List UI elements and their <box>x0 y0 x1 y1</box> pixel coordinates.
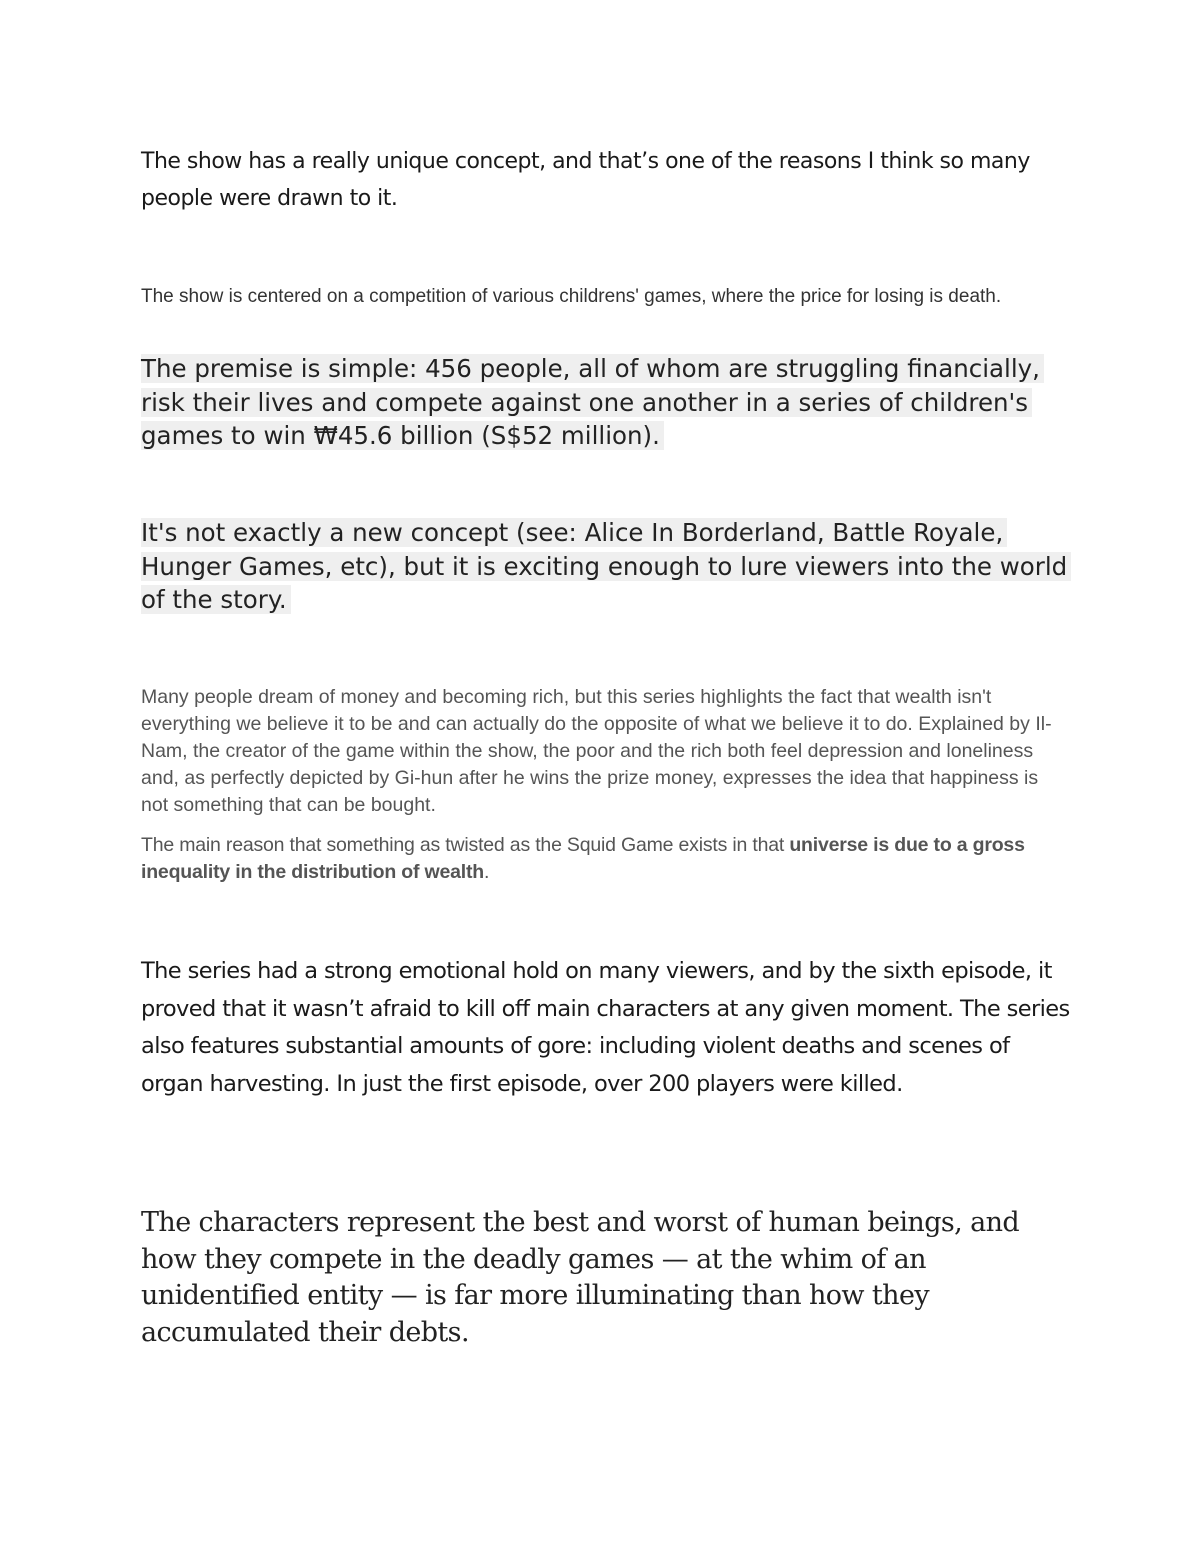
main-reason-lead-text: The main reason that something as twisted as the Squid Game exists in that <box>141 834 790 856</box>
paragraph-characters: The characters represent the best and worst of human beings, and how they compete in the deadly games — at the whim of an unidentified entity — is far more illuminating than how they accumulated their debts. <box>141 1207 1020 1348</box>
paragraph-competition: The show is centered on a competition of various childrens' games, where the price for losing is death. <box>141 286 1002 307</box>
highlighted-premise-text: The premise is simple: 456 people, all of whom are struggling financially, risk their lives and compete against one another in a series of children's games to win ₩45.6 billion (S$52 million). <box>141 354 1044 450</box>
paragraph-premise <box>141 352 1071 453</box>
paragraph-unique-concept: The show has a really unique concept, and that’s one of the reasons I think so many people were drawn to it. <box>141 149 1030 211</box>
paragraph-main-reason <box>141 832 1066 885</box>
paragraph-not-new-concept <box>141 516 1071 617</box>
paragraph-emotional-hold: The series had a strong emotional hold on many viewers, and by the sixth episode, it proved that it wasn’t afraid to kill off main characters at any given moment. The series also features substantial amounts of gore: including violent deaths and scenes of organ harvesting. In just the first episode, over 200 players were killed. <box>141 958 1070 1097</box>
highlighted-concept-text: It's not exactly a new concept (see: Alice In Borderland, Battle Royale, Hunger Games, etc), but it is exciting enough to lure viewers into the world of the story. <box>141 518 1071 614</box>
main-reason-bold-text: universe is due to a gross inequality in the distribution of wealth <box>141 834 1025 883</box>
main-reason-end-text: . <box>484 860 490 883</box>
paragraph-money-wealth: Many people dream of money and becoming rich, but this series highlights the fact that wealth isn't everything we believe it to be and can actually do the opposite of what we believe it to do. Explained by Il-Nam, the creator of the game within the show, the poor and the rich both feel depression and loneliness and, as perfectly depicted by Gi-hun after he wins the prize money, expresses the idea that happiness is not something that can be bought. <box>141 686 1052 816</box>
